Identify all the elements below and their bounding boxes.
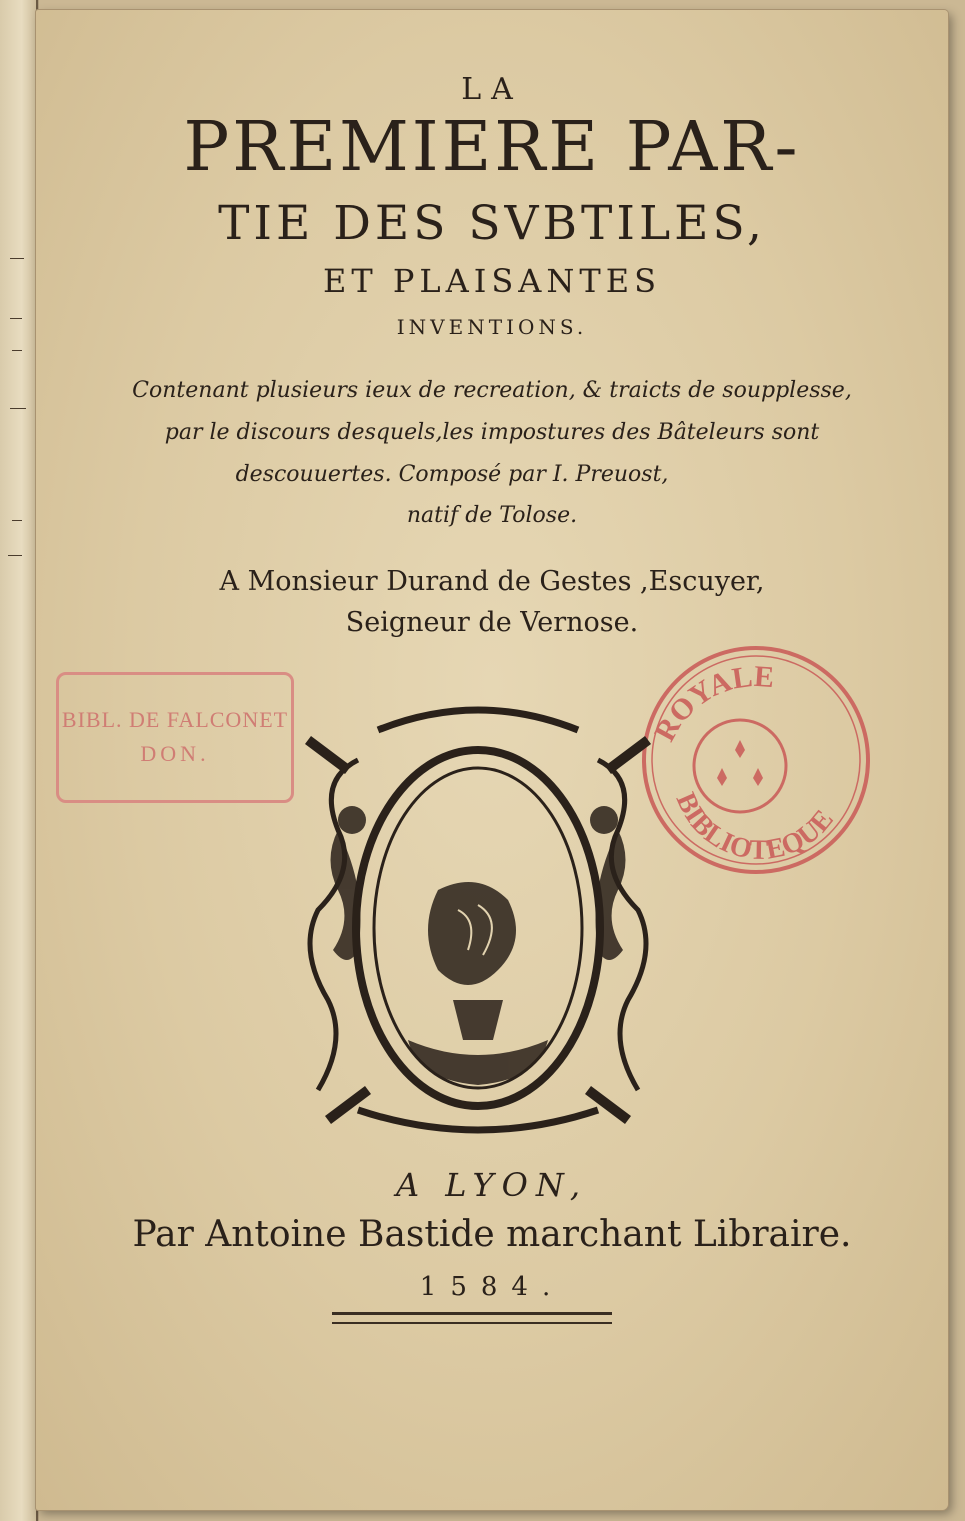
subtitle-line-4: natif de Tolose. bbox=[406, 503, 578, 528]
bottom-rule-upper bbox=[332, 1312, 612, 1315]
dedication-line-1: A Monsieur Durand de Gestes ,Escuyer, bbox=[219, 566, 765, 597]
title-line-3: TIE DES SVBTILES, bbox=[218, 196, 766, 251]
seal-text-bottom: BIBLIOTEQUE bbox=[669, 788, 840, 866]
imprint-year: 1584. bbox=[419, 1272, 565, 1302]
subtitle-line-3: descouuertes. Composé par I. Preuost, bbox=[235, 462, 669, 487]
falconet-stamp-line-1: BIBL. DE FALCONET bbox=[61, 707, 289, 732]
subtitle-line-1: Contenant plusieurs ieux de recreation, & traicts de soupplesse, bbox=[132, 378, 852, 403]
printers-device-woodcut-icon bbox=[288, 700, 668, 1140]
imprint-place: A LYON, bbox=[396, 1166, 588, 1204]
title-page bbox=[36, 10, 948, 1510]
royal-library-seal bbox=[636, 638, 876, 878]
bottom-rule-lower bbox=[332, 1322, 612, 1324]
falconet-stamp-line-2: DON. bbox=[140, 741, 210, 766]
imprint-publisher: Par Antoine Bastide marchant Libraire. bbox=[132, 1214, 852, 1255]
title-line-1: LA bbox=[461, 72, 523, 107]
dedication-line-2: Seigneur de Vernose. bbox=[345, 607, 639, 638]
facing-page-edge bbox=[0, 0, 38, 1521]
title-line-2: PREMIERE PAR- bbox=[183, 108, 801, 187]
title-line-4: ET PLAISANTES bbox=[322, 262, 662, 300]
title-line-5: INVENTIONS. bbox=[396, 315, 588, 339]
falconet-stamp bbox=[56, 672, 294, 803]
subtitle-line-2: par le discours desquels,les impostures des Bâteleurs sont bbox=[164, 420, 820, 445]
seal-text-top: ROYALE bbox=[648, 659, 776, 747]
